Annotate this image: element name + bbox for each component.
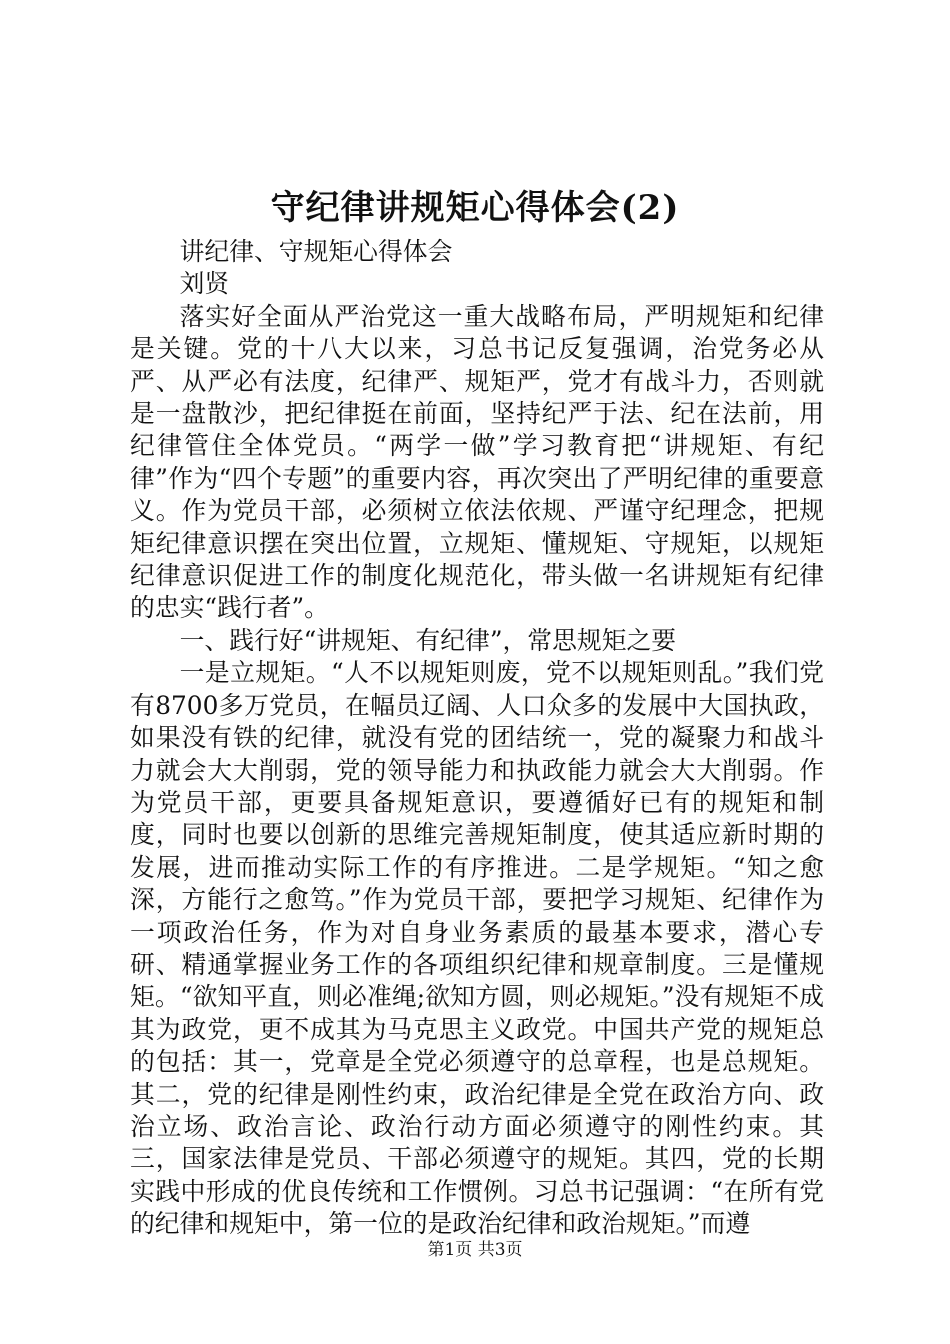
subtitle: 讲纪律、守规矩心得体会 bbox=[179, 237, 453, 266]
paragraph-body: 一是立规矩。“人不以规矩则废，党不以规矩则乱。”我们党有8700多万党员，在幅员辽阔、人口众多的发展中大国执政，如果没有铁的纪律，就没有党的团结统一，党的凝聚力和战斗力就会大大削弱，党的领导能力和执政能力就会大大削弱。作为党员干部，更要具备规矩意识，要遵循好已有的规矩和制度，同时也要以创新的思维完善规矩制度，使其适应新时期的发展，进而推动实际工作的有序推进。二是学规矩。“知之愈深，方能行之愈笃。”作为党员干部，要把学习规矩、纪律作为一项政治任务，作为对自身业务素质的最基本要求，潜心专研、精通掌握业务工作的各项组织纪律和规章制度。三是懂规矩。“欲知平直，则必准绳;欲知方圆，则必规矩。”没有规矩不成其为政党，更不成其为马克思主义政党。中国共产党的规矩总的包括：其一，党章是全党必须遵守的总章程，也是总规矩。其二，党的纪律是刚性约束，政治纪律是全党在政治方向、政治立场、政治言论、政治行动方面必须遵守的刚性约束。其三，国家法律是党员、干部必须遵守的规矩。其四，党的长期实践中形成的优良传统和工作惯例。习总书记强调：“在所有党的纪律和规矩中，第一位的是政治纪律和政治规矩。”而遵 bbox=[130, 658, 824, 1239]
section-heading: 一、践行好“讲规矩、有纪律”，常思规矩之要 bbox=[179, 625, 677, 655]
paragraph-intro: 落实好全面从严治党这一重大战略布局，严明规矩和纪律是关键。党的十八大以来，习总书记反复强调，治党务必从严、从严必有法度，纪律严、规矩严，党才有战斗力，否则就是一盘散沙，把纪律挺在前面，坚持纪严于法、纪在法前，用纪律管住全体党员。“两学一做”学习教育把“讲规矩、有纪律”作为“四个专题”的重要内容，再次突出了严明纪律的重要意义。作为党员干部，必须树立依法依规、严谨守纪理念，把规矩纪律意识摆在突出位置，立规矩、懂规矩、守规矩，以规矩纪律意识促进工作的制度化规范化，带头做一名讲规矩有纪律的忠实“践行者”。 bbox=[130, 301, 824, 623]
document-body bbox=[130, 236, 824, 1241]
author: 刘贤 bbox=[179, 269, 230, 299]
page-number: 第1页 共3页 bbox=[427, 1240, 523, 1260]
document-title: 守纪律讲规矩心得体会(2) bbox=[270, 188, 680, 228]
